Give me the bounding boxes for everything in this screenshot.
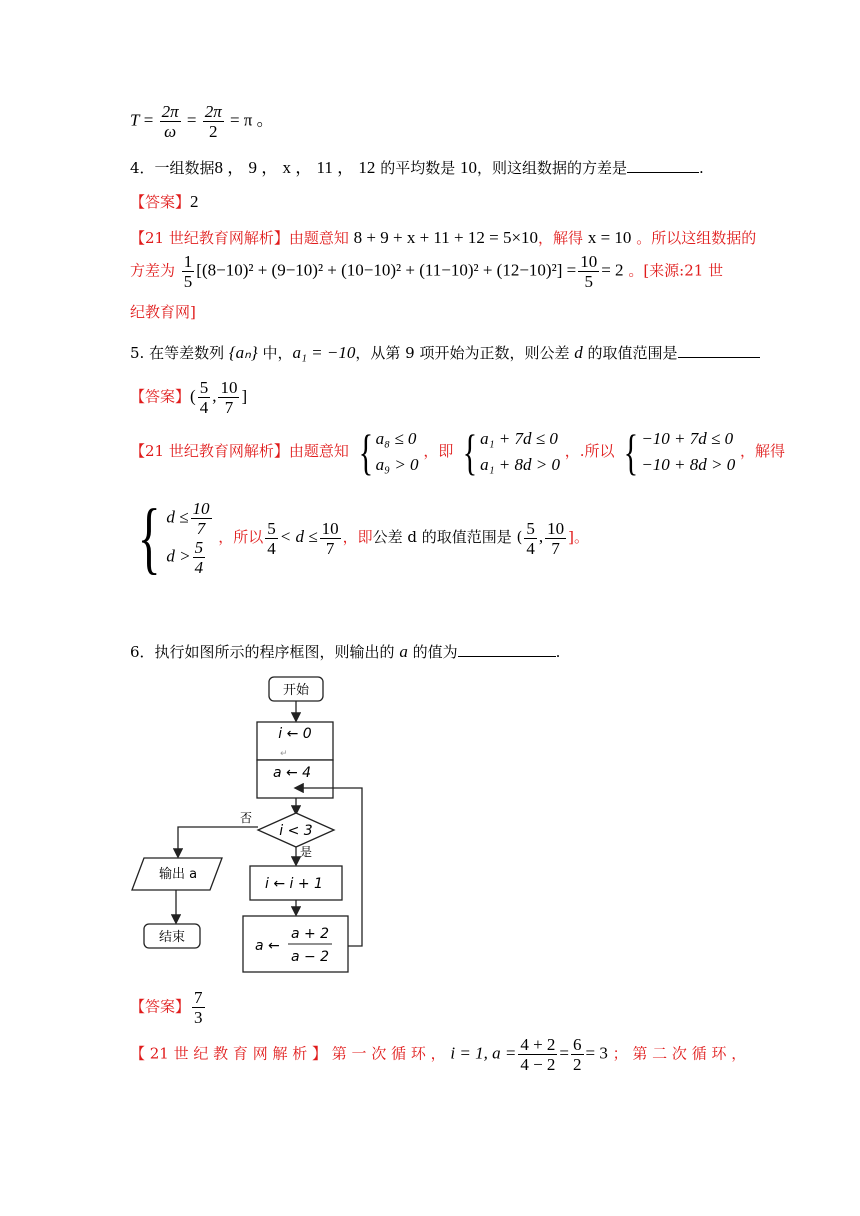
answer-blank — [627, 158, 699, 173]
answer-value: 2 — [190, 192, 199, 211]
system-2 — [480, 426, 560, 478]
yes-label: 是 — [300, 845, 313, 859]
flowchart — [120, 670, 390, 980]
text: ( — [190, 386, 196, 406]
explanation-4-line1 — [130, 227, 756, 249]
result: = 2 — [601, 260, 624, 280]
fraction: $\frac{10}{7}$ — [321, 518, 339, 558]
text: ，即 — [342, 528, 373, 546]
equation: x = 10 — [587, 228, 632, 247]
text: 由题意知 — [288, 229, 354, 247]
text: i = 1, a = — [450, 1043, 517, 1063]
brace: { — [137, 494, 161, 582]
text: , — [538, 527, 544, 546]
fraction: $\frac{5}{4}$ — [199, 378, 209, 417]
text: = — [559, 1043, 570, 1063]
init-a-label: a ← 4 — [272, 765, 312, 781]
return-mark: ↵ — [280, 749, 288, 759]
q4-end: . — [698, 159, 704, 177]
system-1 — [376, 426, 419, 478]
period-formula — [130, 102, 274, 141]
fraction: $\frac{6}{2}$ — [573, 1035, 582, 1074]
text: ，所以 — [218, 528, 264, 546]
no-label: 否 — [240, 811, 253, 825]
fraction: $\frac{1}{5}$ — [183, 252, 193, 291]
equals: = — [143, 110, 154, 130]
text: ]。 — [568, 528, 589, 546]
answer-6 — [130, 988, 207, 1027]
text: 方差为 — [130, 261, 180, 280]
text: , — [212, 386, 217, 406]
explanation-label: 【 21 世 纪 教 育 网 解 析 】 — [130, 1044, 328, 1063]
q4-suffix: ，则这组数据的方差是 — [476, 159, 627, 177]
explanation-5-line1 — [130, 426, 785, 478]
fraction: $\frac{4 + 2}{4 - 2}$ — [520, 1035, 556, 1074]
text: −10 + 7d ≤ 0 — [641, 429, 734, 448]
text: d ≤ — [166, 507, 189, 527]
explanation-5-line2 — [130, 494, 589, 582]
answer-label: 【答案】 — [130, 387, 191, 406]
answer-blank — [458, 642, 556, 657]
question-5 — [130, 342, 760, 364]
answer-4 — [130, 191, 199, 213]
text: −10 + 8d > 0 — [641, 455, 736, 474]
text: d > — [166, 546, 191, 566]
output-label: 输出 a — [158, 867, 198, 882]
text: 的取值范围是 — [582, 344, 678, 362]
increment-label: i ← i + 1 — [265, 876, 323, 892]
q4-values: 8 ， 9 ， x ， 11 ， 12 — [214, 158, 376, 177]
decision-label: i < 3 — [279, 823, 313, 839]
text: 5. 在等差数列 — [130, 344, 229, 362]
source-note: 纪教育网] — [130, 303, 196, 321]
answer-label: 【答案】 — [130, 193, 191, 211]
equation: 8 + 9 + x + 11 + 12 = 5×10 — [353, 228, 539, 247]
answer-5 — [130, 378, 247, 417]
question-6 — [130, 641, 560, 663]
text: ，解得 — [538, 229, 588, 247]
init-i-label: i ← 0 — [278, 726, 312, 742]
variance-sum: [(8−10)² + (9−10)² + (10−10)² + (11−10)² + (12−10)²] = — [196, 260, 577, 280]
start-label: 开始 — [282, 683, 310, 698]
fraction: $\frac{2\pi}{2}$ — [204, 102, 222, 141]
text: ] — [241, 386, 248, 406]
sequence: {aₙ} — [228, 343, 258, 362]
fraction: $\frac{7}{3}$ — [194, 988, 203, 1027]
update-numerator: a + 2 — [290, 926, 330, 942]
text: ，从第 9 项开始为正数，则公差 — [355, 344, 575, 362]
no-branch-line — [178, 827, 258, 856]
update-label: a ← — [255, 938, 280, 954]
text: 由题意知 — [288, 442, 349, 460]
brace: { — [358, 424, 373, 480]
q4-prefix: 4．一组数据 — [130, 159, 215, 177]
answer-blank — [678, 343, 760, 358]
text: 。所以这组数据的 — [631, 229, 757, 247]
answer-label: 【答案】 — [130, 997, 191, 1016]
fraction: $\frac{5}{4}$ — [526, 518, 535, 558]
variable-d: d — [574, 343, 583, 362]
question-4 — [130, 157, 704, 179]
equals: = — [186, 110, 197, 130]
brace: { — [624, 424, 639, 480]
fraction: $\frac{10}{7}$ — [547, 518, 565, 558]
fraction: $\frac{5}{4}$ — [194, 538, 204, 577]
text: . — [555, 643, 561, 661]
text: 第 一 次 循 环 ， — [327, 1044, 451, 1063]
explanation-6-line1 — [130, 1035, 746, 1074]
end-label: 结束 — [158, 930, 186, 945]
text: a₁ + 7d ≤ 0 — [480, 429, 558, 448]
fraction: $\frac{10}{7}$ — [220, 378, 238, 417]
q4-mean: 10 — [459, 158, 477, 177]
text: a — [399, 642, 408, 661]
explanation-4-line2 — [130, 252, 723, 291]
text: 中， — [257, 344, 293, 362]
text: 6．执行如图所示的程序框图，则输出的 — [130, 643, 400, 661]
result: = π 。 — [229, 110, 274, 130]
source-note: 。[来源:21 世 — [623, 261, 724, 280]
explanation-label: 【21 世纪教育网解析】 — [130, 442, 289, 460]
text: ，即 — [423, 442, 454, 460]
update-denominator: a − 2 — [290, 949, 330, 965]
system-3 — [641, 426, 735, 478]
period-symbol: T — [130, 110, 140, 130]
fraction: $\frac{2\pi}{\omega}$ — [161, 102, 179, 141]
text: ，.所以 — [564, 442, 615, 460]
text: a₈ ≤ 0 — [375, 429, 417, 448]
text: 的值为 — [407, 643, 458, 661]
explanation-4-line3 — [130, 301, 196, 323]
text: 公差 d 的取值范围是 ( — [372, 528, 523, 546]
fraction: $\frac{10}{5}$ — [580, 252, 598, 291]
text: a₁ + 8d > 0 — [480, 455, 560, 474]
text: < d ≤ — [279, 527, 318, 546]
fraction: $\frac{5}{4}$ — [267, 518, 276, 558]
condition: a₁ = −10 — [292, 343, 356, 362]
explanation-label: 【21 世纪教育网解析】 — [130, 229, 289, 247]
text: = 3 — [585, 1043, 608, 1063]
brace: { — [462, 424, 478, 480]
text: ，解得 — [740, 442, 786, 460]
text: a₉ > 0 — [375, 455, 419, 474]
system-4 — [166, 499, 213, 577]
fraction: $\frac{10}{7}$ — [192, 499, 210, 538]
text: ； 第 二 次 循 环 ， — [607, 1044, 747, 1063]
q4-mid: 的平均数是 — [375, 159, 460, 177]
